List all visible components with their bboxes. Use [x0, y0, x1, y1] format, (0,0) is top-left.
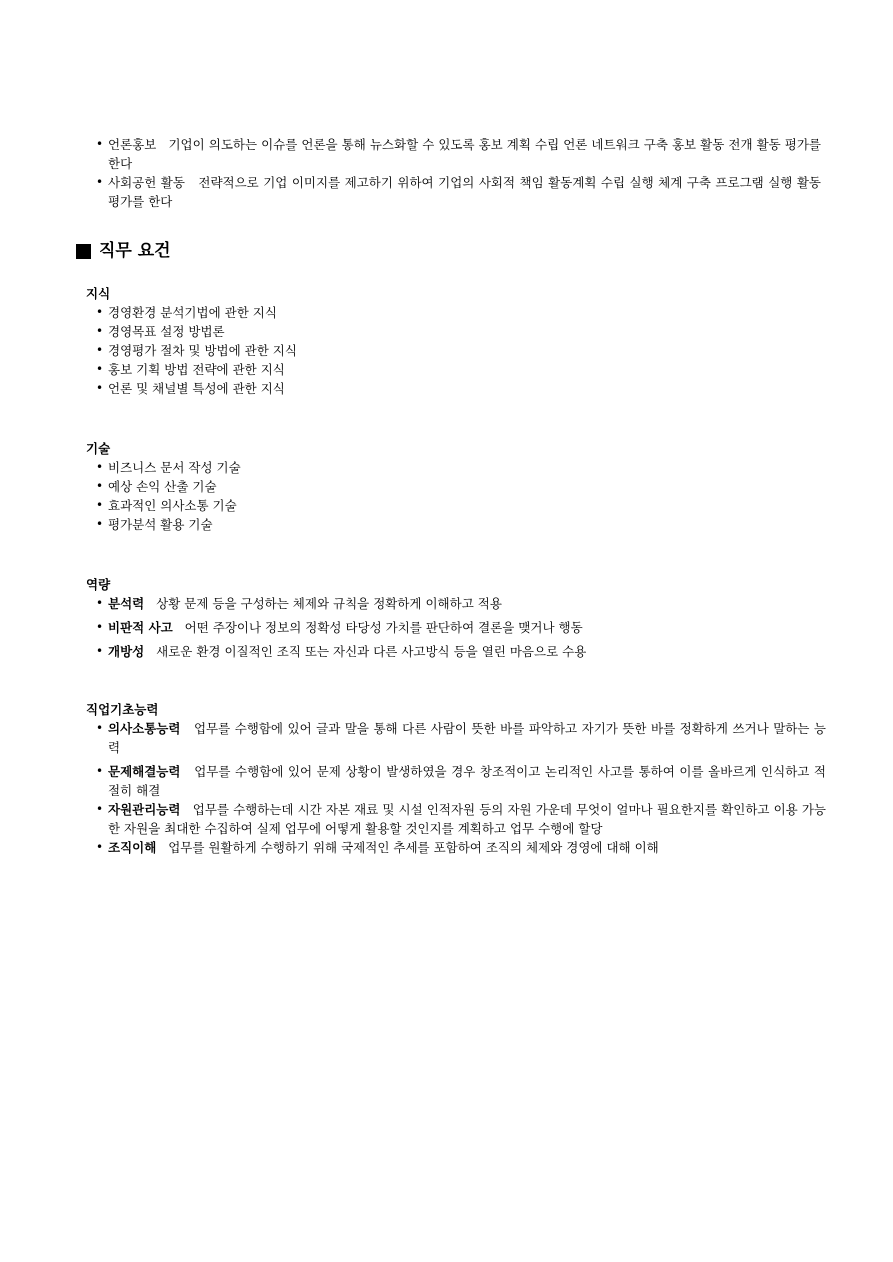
item-term: 분석력 [108, 596, 145, 611]
list-item [86, 642, 826, 661]
item-term: 개방성 [108, 644, 145, 659]
item-text: 업무를 수행함에 있어 문제 상황이 발생하였을 경우 창조적이고 논리적인 사고를 통하여 이를 올바르게 인식하고 적절히 해결 [108, 764, 827, 798]
list-item [86, 173, 821, 211]
section-title-text: 직무 요건 [99, 241, 171, 261]
knowledge-section [86, 284, 826, 398]
item-term: 비판적 사고 [108, 620, 173, 635]
item-term: 언론홍보 [108, 137, 157, 152]
basics-heading: 직업기초능력 [86, 702, 159, 717]
intro-list [86, 135, 821, 211]
competencies-list [86, 594, 826, 661]
list-item [86, 719, 826, 757]
skills-heading: 기술 [86, 441, 111, 456]
knowledge-heading: 지식 [86, 286, 111, 301]
section-title [76, 240, 171, 262]
item-text: 업무를 수행함에 있어 글과 말을 통해 다른 사람이 뜻한 바를 파악하고 자기가 뜻한 바를 정확하게 쓰거나 말하는 능력 [108, 721, 826, 755]
item-text: 업무를 원활하게 수행하기 위해 국제적인 추세를 포함하여 조직의 체제와 경영에 대해 이해 [168, 840, 659, 855]
list-item: • 경영목표 설정 방법론 [86, 322, 826, 341]
competencies-heading: 역량 [86, 577, 111, 592]
item-text: 어떤 주장이나 정보의 정확성 타당성 가치를 판단하여 결론을 맺거나 행동 [184, 620, 583, 635]
skills-section [86, 439, 826, 534]
list-item: • 비즈니스 문서 작성 기술 [86, 458, 826, 477]
list-item [86, 800, 826, 838]
item-term: 의사소통능력 [108, 721, 181, 736]
knowledge-list [86, 303, 826, 398]
list-item: • 언론 및 채널별 특성에 관한 지식 [86, 379, 826, 398]
list-item [86, 135, 821, 173]
item-text: 상황 문제 등을 구성하는 체제와 규칙을 정확하게 이해하고 적용 [156, 596, 502, 611]
item-term: 조직이해 [108, 840, 157, 855]
item-text: 기업이 의도하는 이슈를 언론을 통해 뉴스화할 수 있도록 홍보 계획 수립 언론 네트워크 구축 홍보 활동 전개 활동 평가를 한다 [108, 137, 821, 171]
competencies-section [86, 575, 826, 666]
basics-list [86, 719, 826, 857]
item-text: 전략적으로 기업 이미지를 제고하기 위하여 기업의 사회적 책임 활동계획 수립 실행 체계 구축 프로그램 실행 활동 평가를 한다 [108, 175, 821, 209]
list-item: • 예상 손익 산출 기술 [86, 477, 826, 496]
list-item [86, 838, 826, 857]
list-item: • 경영환경 분석기법에 관한 지식 [86, 303, 826, 322]
item-term: 문제해결능력 [108, 764, 181, 779]
item-text: 업무를 수행하는데 시간 자본 재료 및 시설 인적자원 등의 자원 가운데 무엇이 얼마나 필요한지를 확인하고 이용 가능한 자원을 최대한 수집하여 실제 업무에 어떻게 활용할 것인지를 계획하고 업무 수행에 할당 [108, 802, 827, 836]
list-item [86, 618, 826, 637]
list-item: • 홍보 기획 방법 전략에 관한 지식 [86, 360, 826, 379]
list-item [86, 762, 826, 800]
list-item: • 평가분석 활용 기술 [86, 515, 826, 534]
item-text: 새로운 환경 이질적인 조직 또는 자신과 다른 사고방식 등을 열린 마음으로 수용 [156, 644, 587, 659]
basics-section [86, 700, 826, 857]
list-item: • 경영평가 절차 및 방법에 관한 지식 [86, 341, 826, 360]
list-item: • 효과적인 의사소통 기술 [86, 496, 826, 515]
skills-list [86, 458, 826, 534]
item-term: 사회공헌 활동 [108, 175, 185, 190]
item-term: 자원관리능력 [108, 802, 181, 817]
square-bullet-icon [76, 244, 91, 259]
list-item [86, 594, 826, 613]
